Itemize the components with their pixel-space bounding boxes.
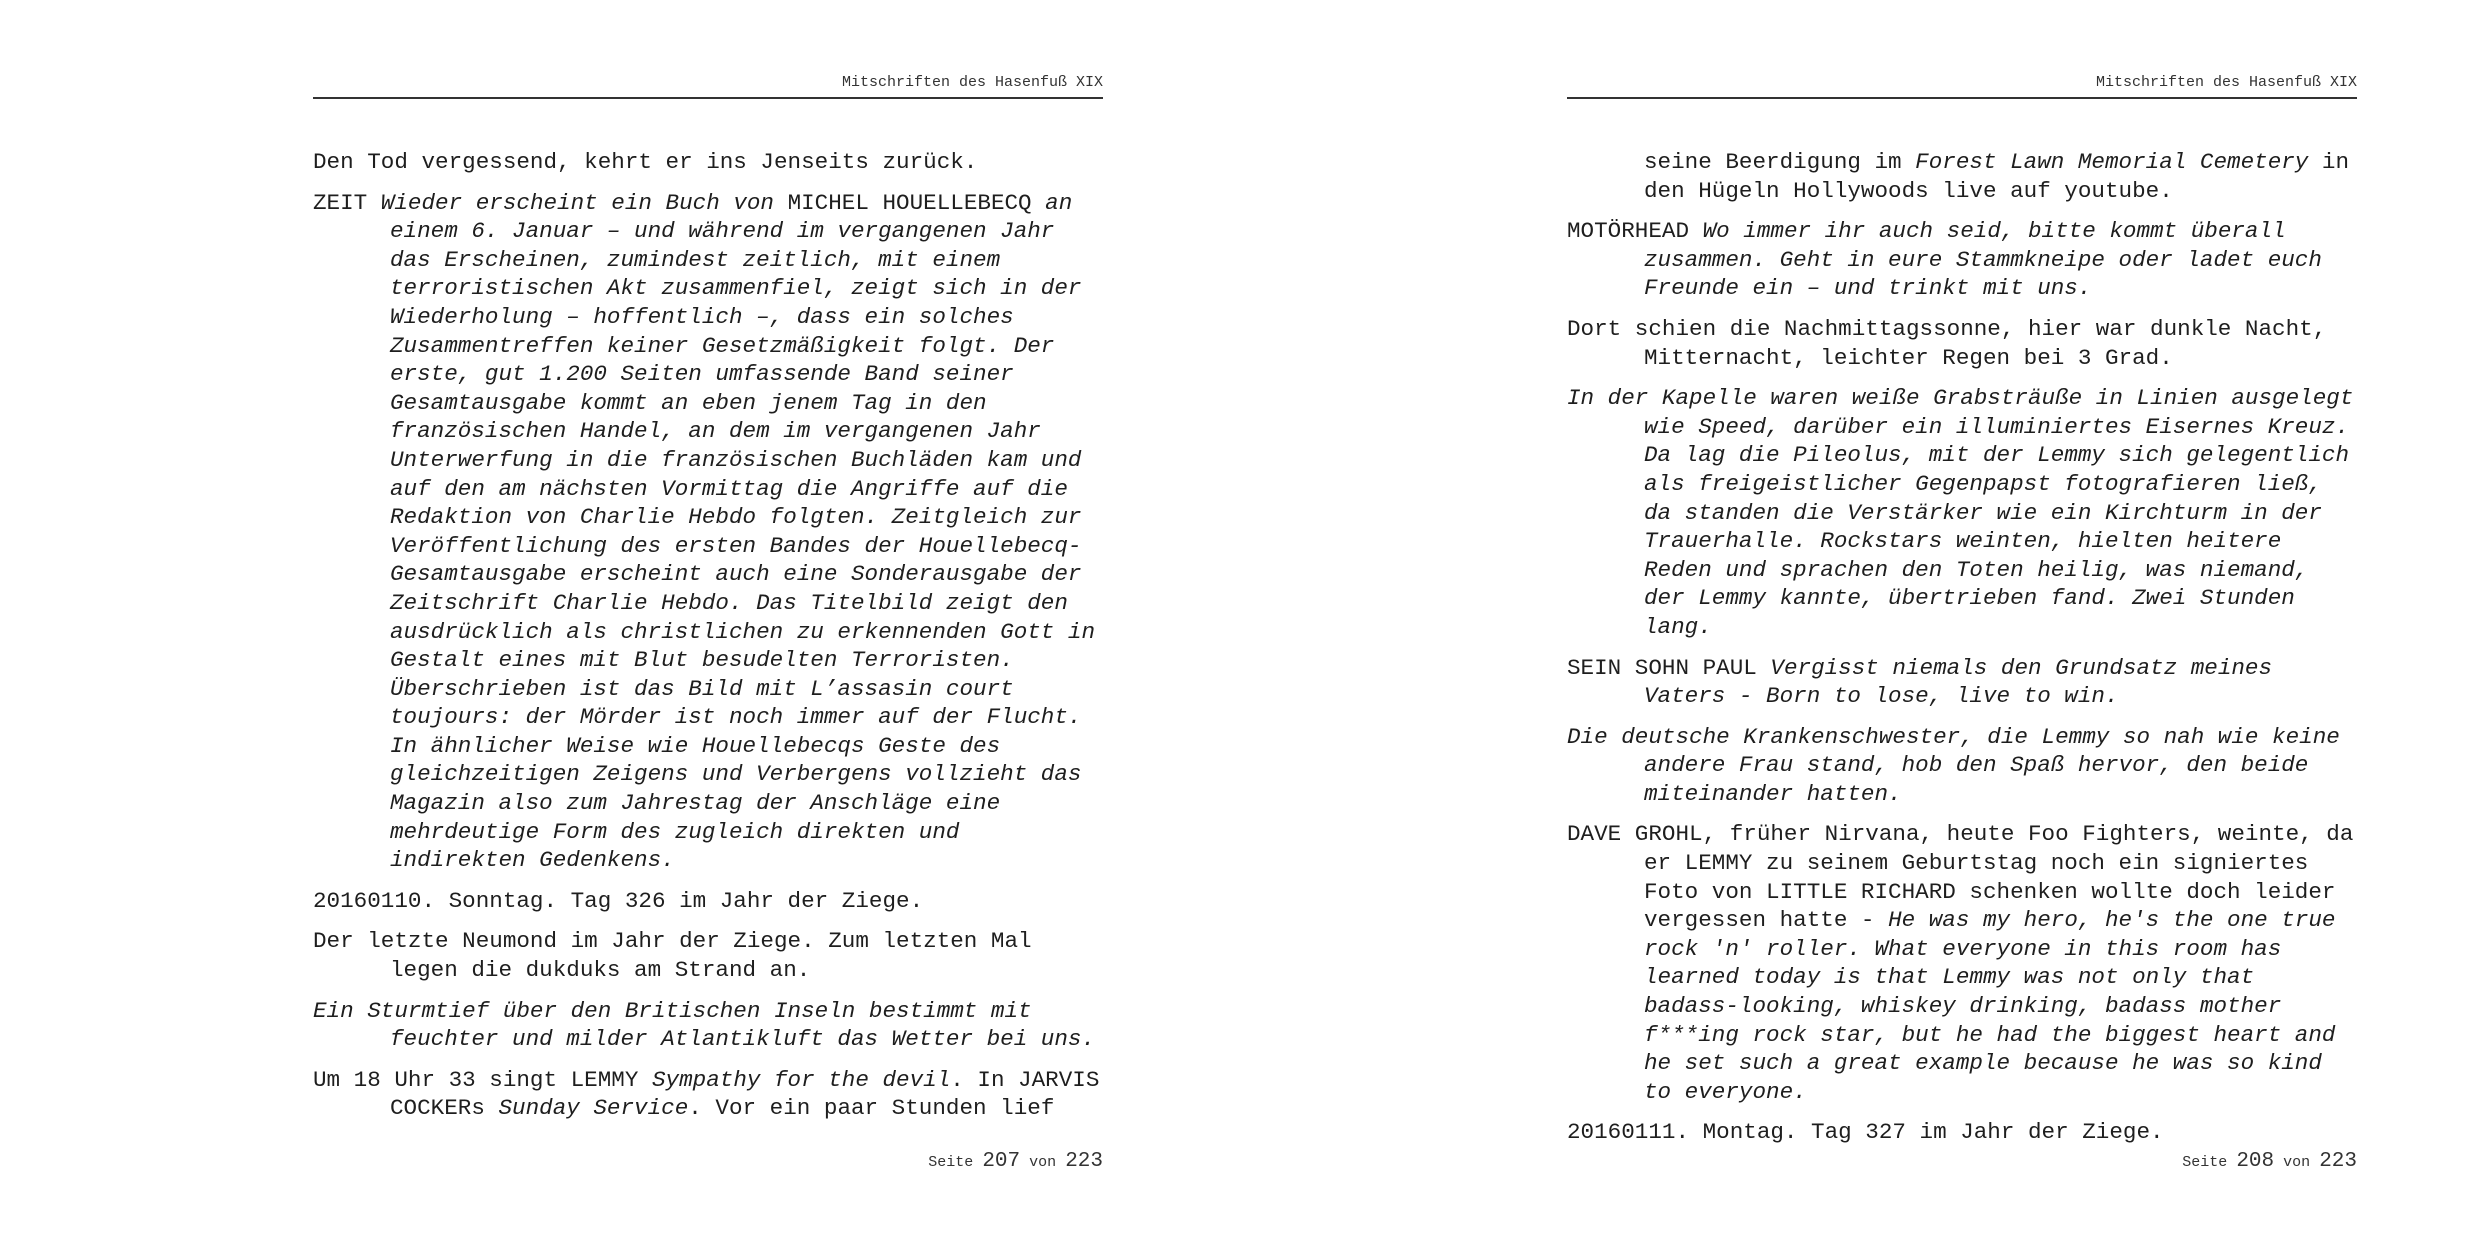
italic-text: Sunday Service [498,1095,689,1122]
text-segment: . In JARVIS COCKERs [390,1066,1100,1122]
italic-text: an einem 6. Januar – und während im vergangenen Jahr das Erscheinen, zumindest zeitlich, mit einem terroristischen Akt zusammenfiel, zeigt sich in der Wiederholung – hoffentlich –, dass ein solches Zusammentreffen keiner Gesetzmäßigkeit folgt. Der erste, gut 1.200 Seiten umfassende Band seiner Gesamtausgabe kommt an eben jenem Tag in den französischen Handel, an dem im vergangenen Jahr Unterwerfung in die französischen Buchläden kam und auf den am nächsten Vormittag die Angriffe auf die Redaktion von Charlie Hebdo folgten. Zeitgleich zur Veröffentlichung des ersten Bandes der Houellebecq-Gesamtausgabe erscheint auch eine Sonderausgabe der Zeitschrift Charlie Hebdo. Das Titelbild zeigt den ausdrücklich als christlichen zu erkennenden Gott in Gestalt eines mit Blut besudelten Terroristen. Überschrieben ist das Bild mit L’assasin court toujours: der Mörder ist noch immer auf der Flucht. In ähnlicher Weise wie Houellebecqs Geste des gleichzeitigen Zeigens und Verbergens vollzieht das Magazin also zum Jahrestag der Anschläge eine mehrdeutige Form des zugleich direkten und indirekten Gedenkens. [390,189,1096,874]
text-segment: SEIN SOHN PAUL [1567,654,1771,681]
text-segment: MICHEL HOUELLEBECQ [787,189,1032,216]
italic-text: Wo immer ihr auch seid, bitte kommt überall zusammen. Geht in eure Stammkneipe oder ladet euch Freunde ein – und trinkt mit uns. [1644,218,2322,302]
page-number: 208 [2236,1150,2275,1173]
paragraph [1567,315,2357,372]
footer-seite-label: Seite [928,1154,974,1171]
text-segment: Der letzte Neumond im Jahr der Ziege. Zum letzten Mal legen die dukduks am Strand an. [313,928,1032,984]
total-pages: 223 [2319,1150,2357,1173]
paragraph [313,927,1103,984]
text-segment: seine Beerdigung im [1644,149,1916,175]
italic-text: Die deutsche Krankenschwester, die Lemmy so nah wie keine andere Frau stand, hob den Spaß hervor, den beide miteinander hatten. [1567,723,2340,807]
paragraph [313,148,1103,177]
right-page [1567,0,2357,1240]
paragraph [1567,1118,2357,1147]
text-segment: DAVE GROHL, früher Nirvana, heute Foo Fighters, weinte, da er LEMMY zu seinem Geburtstag noch ein signiertes Foto von LITTLE RICHARD schenken wollte doch leider vergessen hatte - [1567,821,2354,934]
italic-text: Forest Lawn Memorial Cemetery [1915,149,2309,175]
paragraph [1567,217,2357,303]
paragraph [313,1066,1103,1123]
italic-text: He was my hero, he's the one true rock 'n' roller. What everyone in this room has learned today is that Lemmy was not only that badass-looking, whiskey drinking, badass mother f***ing rock star, but he had the biggest heart and he set such a great example because he was so kind to everyone. [1644,907,2336,1105]
text-segment: in den Hügeln Hollywoods live auf youtube. [1644,149,2350,204]
total-pages: 223 [1065,1150,1103,1173]
text-segment: Dort schien die Nachmittagssonne, hier war dunkle Nacht, Mitternacht, leichter Regen bei 3 Grad. [1567,315,2327,371]
text-segment: ZEIT [313,189,381,216]
page-footer [928,1150,1103,1173]
page-footer [2182,1150,2357,1173]
paragraph [313,997,1103,1054]
paragraph [1567,384,2357,641]
italic-text: Sympathy for the devil [651,1066,951,1093]
left-page [313,0,1103,1240]
text-segment: . Vor ein paar Stunden lief [688,1095,1055,1122]
paragraph [1567,820,2357,1106]
text-segment: 20160111. Montag. Tag 327 im Jahr der Ziege. [1567,1119,2164,1146]
text-segment: MOTÖRHEAD [1567,218,1703,245]
footer-von-label: von [1029,1154,1057,1171]
paragraph [313,189,1103,875]
text-segment: Um 18 Uhr 33 singt LEMMY [313,1066,652,1093]
page-body [1567,148,2357,1159]
paragraph [1567,654,2357,711]
footer-von-label: von [2283,1154,2311,1171]
paragraph [1567,723,2357,809]
header-rule [1567,97,2357,99]
running-header: Mitschriften des Hasenfuß XIX [2095,74,2357,91]
running-header: Mitschriften des Hasenfuß XIX [841,74,1103,91]
paragraph [313,887,1103,916]
italic-text: Ein Sturmtief über den Britischen Inseln bestimmt mit feuchter und milder Atlantikluft das Wetter bei uns. [313,997,1096,1053]
italic-text: Wieder erscheint ein Buch von [380,189,788,216]
page-body [313,148,1103,1135]
text-segment: Den Tod vergessend, kehrt er ins Jenseits zurück. [313,149,978,175]
italic-text: Vergisst niemals den Grundsatz meines Vaters - Born to lose, live to win. [1644,654,2273,710]
italic-text: In der Kapelle waren weiße Grabsträuße in Linien ausgelegt wie Speed, darüber ein illuminiertes Eisernes Kreuz. Da lag die Pileolus, mit der Lemmy sich gelegentlich als freigeistlicher Gegenpapst fotografieren ließ, da standen die Verstärker wie ein Kirchturm in der Trauerhalle. Rockstars weinten, hielten heitere Reden und sprachen den Toten heilig, was niemand, der Lemmy kannte, übertrieben fand. Zwei Stunden lang. [1567,385,2354,640]
continued-paragraph [1567,148,2357,205]
header-rule [313,97,1103,99]
footer-seite-label: Seite [2182,1154,2228,1171]
text-segment: 20160110. Sonntag. Tag 326 im Jahr der Ziege. [313,887,924,914]
page-number: 207 [982,1150,1021,1173]
